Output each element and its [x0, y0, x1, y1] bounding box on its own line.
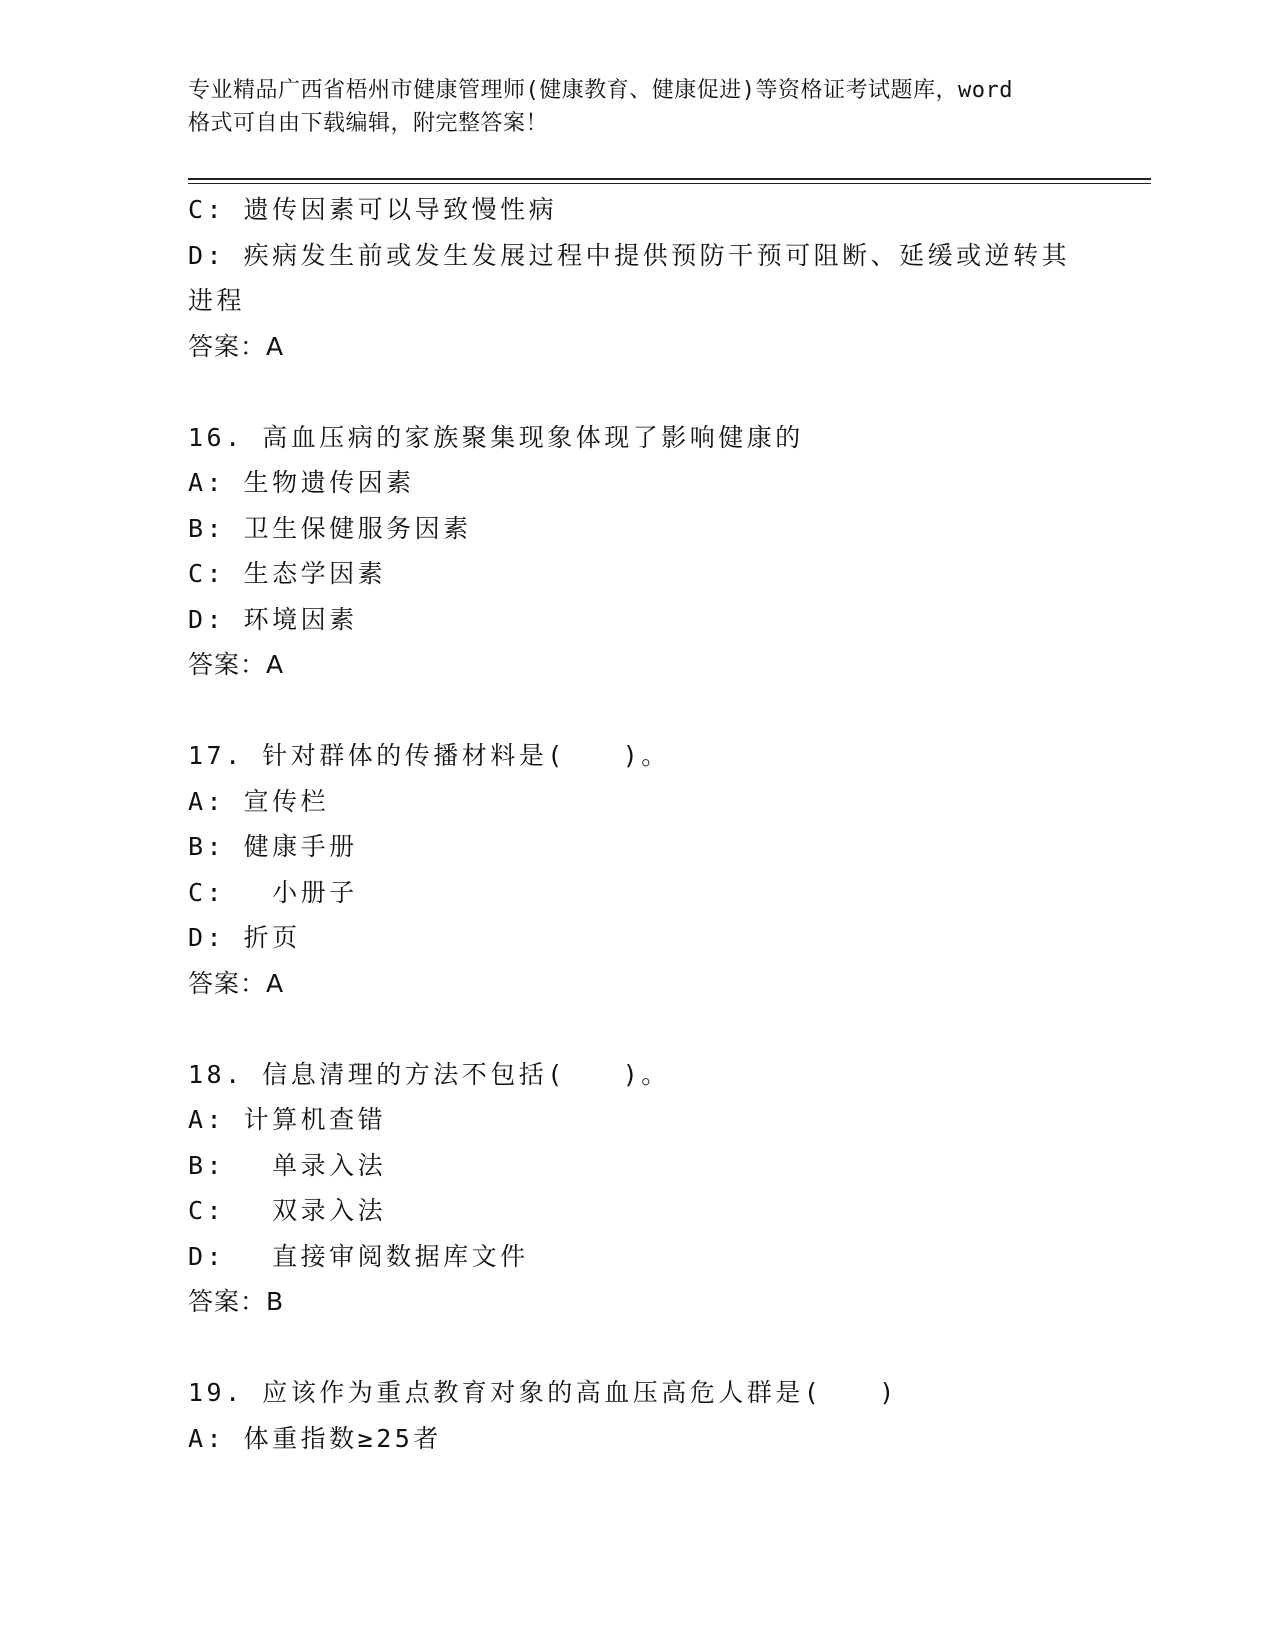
question-17-option-b: B: 健康手册: [188, 832, 358, 861]
question-list: [188, 187, 1088, 1461]
spacer: [188, 688, 1088, 734]
header-line-2: 格式可自由下载编辑，附完整答案！: [188, 111, 549, 136]
spacer: [188, 369, 1088, 415]
question-16-option-b: B: 卫生保健服务因素: [188, 513, 472, 543]
spacer: [188, 1325, 1088, 1371]
header-divider: [188, 178, 1151, 184]
question-16-stem: 16. 高血压病的家族聚集现象体现了影响健康的: [188, 422, 804, 452]
prev-option-c: C: 遗传因素可以导致慢性病: [188, 195, 558, 224]
question-16-option-d: D: 环境因素: [188, 604, 358, 634]
question-18-stem: 18. 信息清理的方法不包括( )。: [188, 1059, 670, 1089]
header-line-1: 专业精品广西省梧州市健康管理师(健康教育、健康促进)等资格证考试题库，word: [188, 78, 1013, 103]
question-19-stem: 19. 应该作为重点教育对象的高血压高危人群是( ): [188, 1378, 898, 1407]
question-18-option-a: A: 计算机查错: [188, 1105, 387, 1134]
question-17-option-a: A: 宣传栏: [188, 786, 330, 816]
question-17-stem: 17. 针对群体的传播材料是( )。: [188, 741, 670, 770]
question-17-option-d: D: 折页: [188, 923, 301, 952]
question-18-option-c: C: 双录入法: [188, 1196, 387, 1225]
question-16-option-a: A: 生物遗传因素: [188, 468, 415, 497]
spacer: [188, 1006, 1088, 1052]
prev-option-d-line-1: D: 疾病发生前或发生发展过程中提供预防干预可阻断、延缓或逆转其: [188, 240, 1071, 270]
question-18-option-b: B: 单录入法: [188, 1150, 387, 1180]
question-17-answer: 答案：A: [188, 968, 285, 998]
prev-answer: 答案：A: [188, 331, 285, 361]
question-16-option-c: C: 生态学因素: [188, 559, 387, 588]
document-header: [188, 74, 1108, 140]
prev-option-d-line-2: 进程: [188, 286, 246, 315]
question-18-option-d: D: 直接审阅数据库文件: [188, 1241, 529, 1271]
question-17-option-c: C: 小册子: [188, 877, 358, 907]
question-19-option-a: A: 体重指数≥25者: [188, 1423, 442, 1453]
question-16-answer: 答案：A: [188, 650, 285, 679]
question-18-answer: 答案：B: [188, 1287, 285, 1316]
